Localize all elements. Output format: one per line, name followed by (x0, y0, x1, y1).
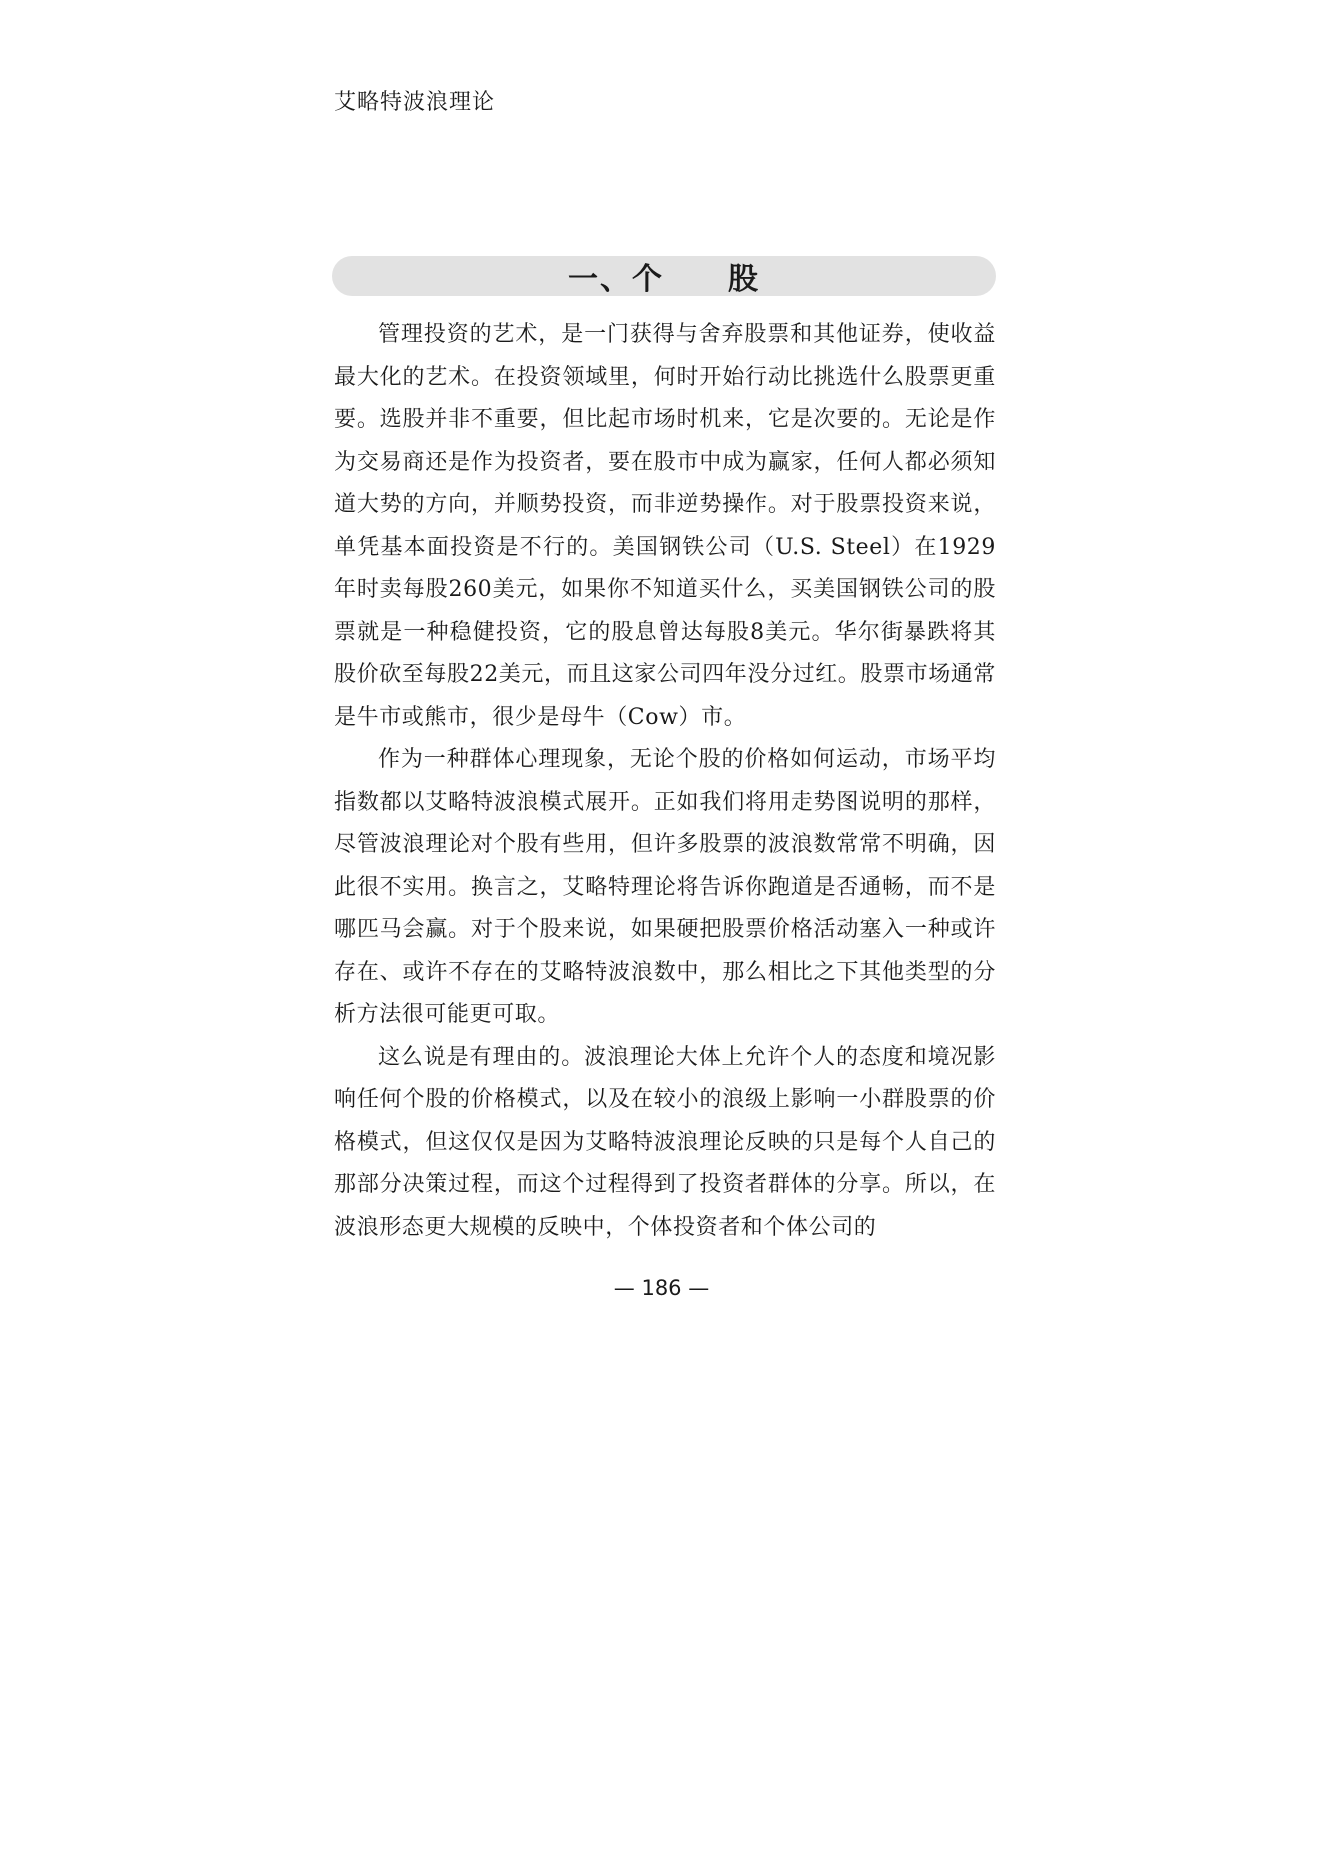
paragraph: 作为一种群体心理现象，无论个股的价格如何运动，市场平均指数都以艾略特波浪模式展开。正如我们将用走势图说明的那样，尽管波浪理论对个股有些用，但许多股票的波浪数常常不明确，因此很不实用。换言之，艾略特理论将告诉你跑道是否通畅，而不是哪匹马会赢。对于个股来说，如果硬把股票价格活动塞入一种或许存在、或许不存在的艾略特波浪数中，那么相比之下其他类型的分析方法很可能更可取。 (334, 747, 996, 1027)
running-header-book-title: 艾略特波浪理论 (334, 90, 496, 115)
page-number: — 186 — (613, 1276, 710, 1300)
body-text (334, 314, 996, 1249)
section-heading-text: 一、个 股 (568, 262, 760, 297)
paragraph: 管理投资的艺术，是一门获得与舍弃股票和其他证券，使收益最大化的艺术。在投资领域里，何时开始行动比挑选什么股票更重要。选股并非不重要，但比起市场时机来，它是次要的。无论是作为交易商还是作为投资者，要在股市中成为赢家，任何人都必须知道大势的方向，并顺势投资，而非逆势操作。对于股票投资来说，单凭基本面投资是不行的。美国钢铁公司（U.S. Steel）在1929年时卖每股260美元，如果你不知道买什么，买美国钢铁公司的股票就是一种稳健投资，它的股息曾达每股8美元。华尔街暴跌将其股价砍至每股22美元，而且这家公司四年没分过红。股票市场通常是牛市或熊市，很少是母牛（Cow）市。 (334, 322, 996, 730)
paragraph: 这么说是有理由的。波浪理论大体上允许个人的态度和境况影响任何个股的价格模式，以及在较小的浪级上影响一小群股票的价格模式，但这仅仅是因为艾略特波浪理论反映的只是每个人自己的那部分决策过程，而这个过程得到了投资者群体的分享。所以，在波浪形态更大规模的反映中，个体投资者和个体公司的 (334, 1044, 996, 1240)
section-heading-banner (332, 256, 996, 296)
